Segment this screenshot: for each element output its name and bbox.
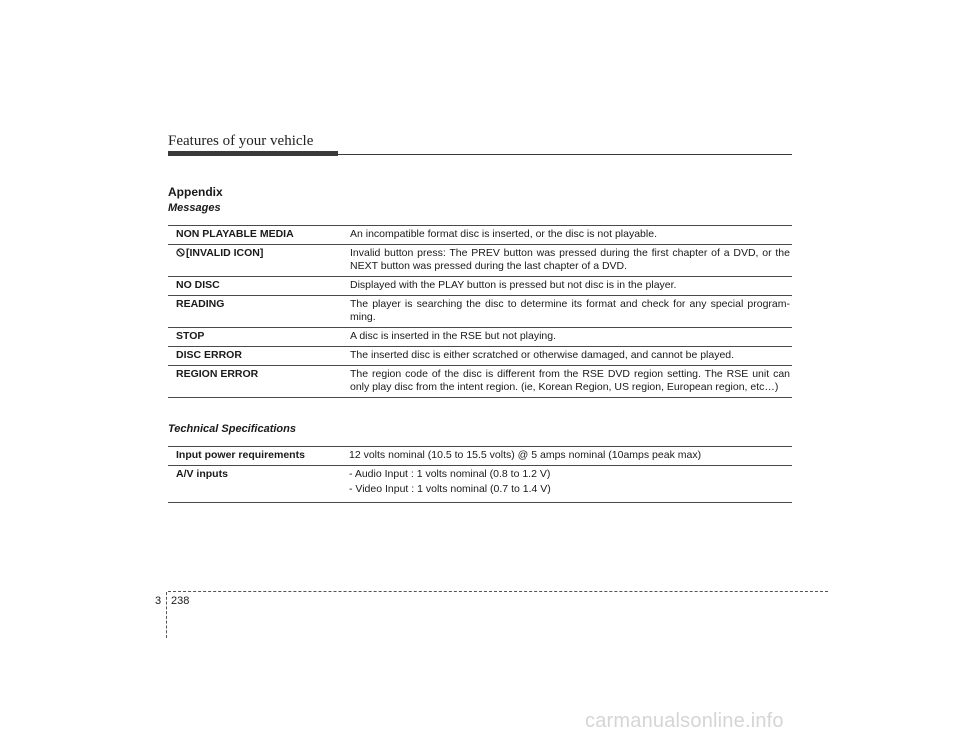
table-row [168,366,792,398]
chapter-number: 3 [155,595,162,607]
specs-subtitle: Technical Specifications [168,423,296,435]
header-rule-thick [168,151,338,156]
messages-subtitle: Messages [168,202,221,214]
section-title: Appendix [168,185,223,199]
table-row [168,245,792,277]
table-row [168,466,792,503]
messages-table [168,225,792,398]
table-row [168,447,792,466]
watermark-text: carmanualsonline.info [585,710,784,732]
message-key: NON PLAYABLE MEDIA [168,226,342,245]
page-number: 238 [171,595,190,607]
message-description: The player is searching the disc to determine its format and check for any special program-ming. [342,296,792,328]
message-key: STOP [168,328,342,347]
specs-table [168,446,792,503]
spec-value [341,466,792,503]
table-row [168,277,792,296]
page-header-title: Features of your vehicle [168,133,314,149]
message-description: A disc is inserted in the RSE but not playing. [342,328,792,347]
spec-value-line: - Video Input : 1 volts nominal (0.7 to 1.4 V) [349,483,551,495]
footer-vertical-rule [166,592,167,638]
header-rule-thin [338,154,792,155]
table-row [168,226,792,245]
message-description: The inserted disc is either scratched or otherwise damaged, and cannot be played. [342,347,792,366]
message-key: NO DISC [168,277,342,296]
footer-rule [168,591,828,592]
spec-key: Input power requirements [168,447,341,466]
message-description: The region code of the disc is different from the RSE DVD region setting. The RSE unit can only play disc from the intent region. (ie, Korean Region, US region, European region, etc…) [342,366,792,398]
spec-key: A/V inputs [168,466,341,503]
table-row [168,347,792,366]
invalid-icon [176,248,185,257]
spec-value: 12 volts nominal (10.5 to 15.5 volts) @ 5 amps nominal (10amps peak max) [341,447,792,466]
message-key-label: [INVALID ICON] [186,247,264,259]
message-description: Invalid button press: The PREV button was pressed during the first chapter of a DVD, or the NEXT button was pressed during the last chapter of a DVD. [342,245,792,277]
table-row [168,296,792,328]
message-key: READING [168,296,342,328]
table-row [168,328,792,347]
message-key: DISC ERROR [168,347,342,366]
spec-value-line: - Audio Input : 1 volts nominal (0.8 to 1.2 V) [349,468,551,480]
message-key-invalid [168,245,342,277]
message-key: REGION ERROR [168,366,342,398]
message-description: Displayed with the PLAY button is pressed but not disc is in the player. [342,277,792,296]
message-description: An incompatible format disc is inserted, or the disc is not playable. [342,226,792,245]
